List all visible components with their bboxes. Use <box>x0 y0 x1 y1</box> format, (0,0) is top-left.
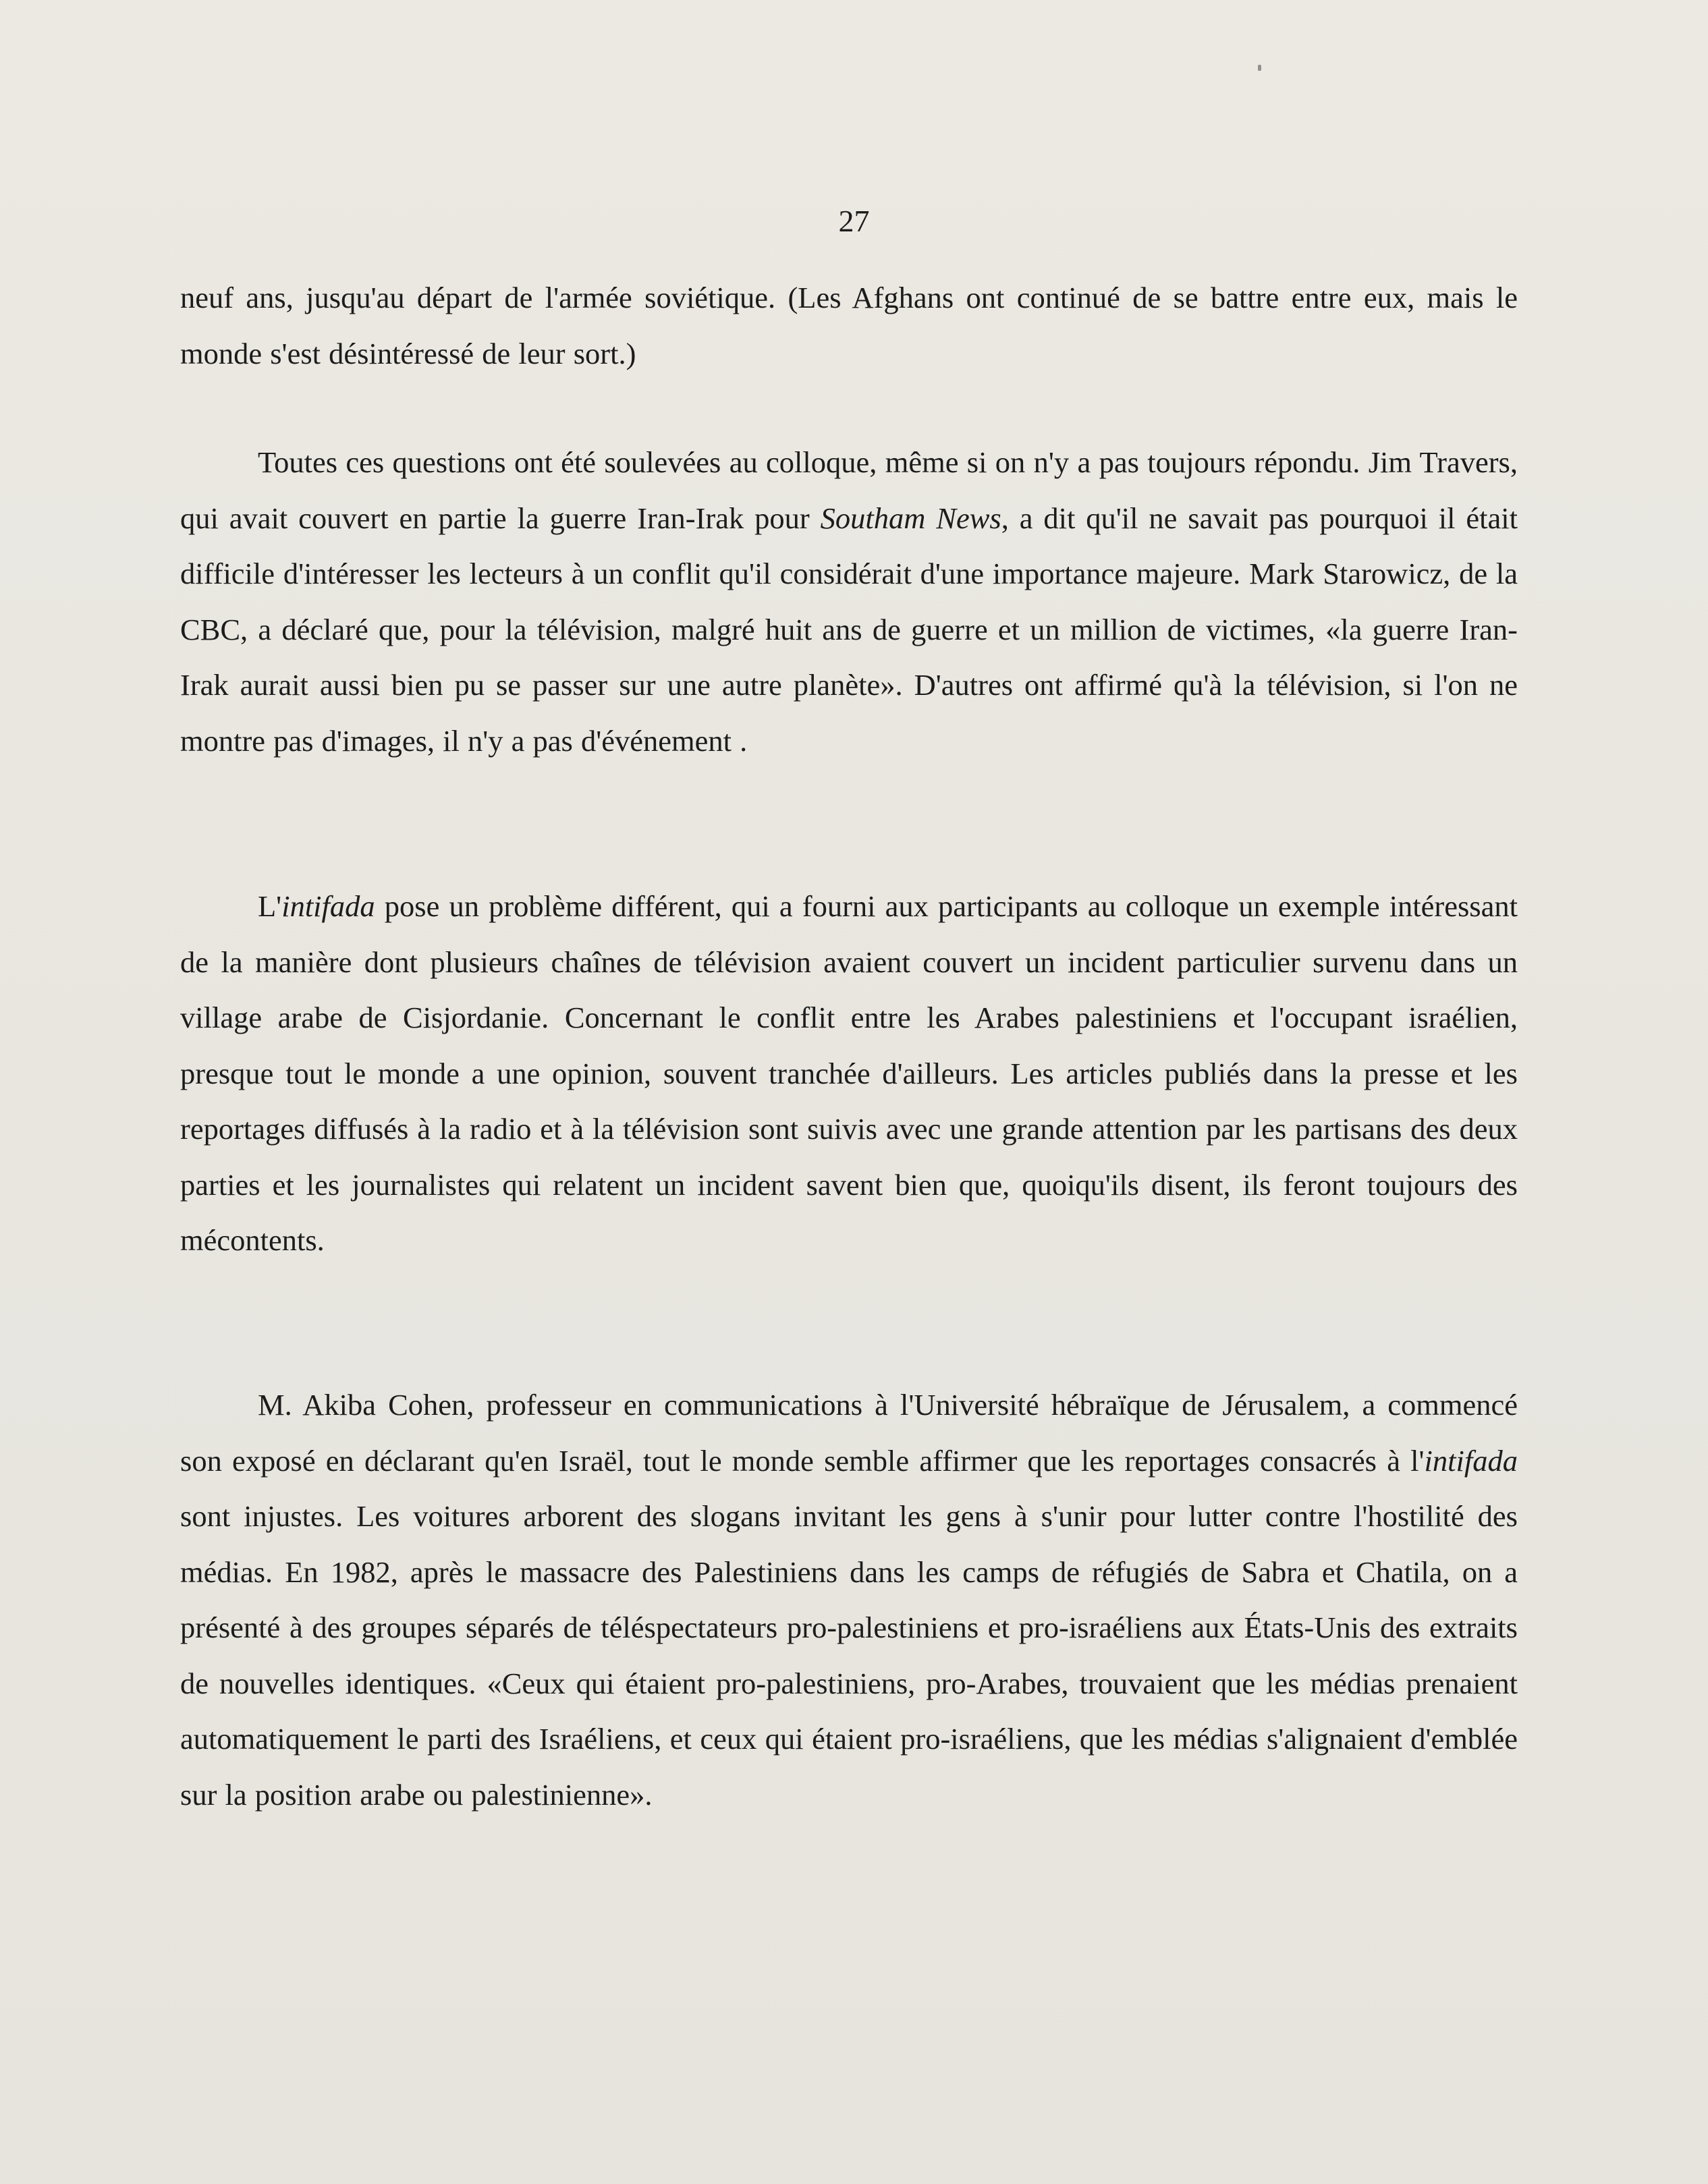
paragraph-4 <box>180 1377 1518 1822</box>
paragraph-4-text-start: M. Akiba Cohen, professeur en communications à l'Université hébraïque de Jérusalem, a commencé son exposé en déclarant qu'en Israël, tout le monde semble affirmer que les reportages consacrés à l' <box>180 1388 1518 1478</box>
paragraph-1-text: neuf ans, jusqu'au départ de l'armée soviétique. (Les Afghans ont continué de se battre entre eux, mais le monde s'est désintéressé de leur sort.) <box>180 281 1518 370</box>
paragraph-1 <box>180 270 1518 381</box>
paragraph-2-italic-publication: Southam News <box>820 501 1001 535</box>
paragraph-2 <box>180 435 1518 768</box>
paragraph-2-text-end: , a dit qu'il ne savait pas pourquoi il était difficile d'intéresser les lecteurs à un conflit qu'il considérait d'une importance majeure. Mark Starowicz, de la CBC, a déclaré que, pour la télévision, malgré huit ans de guerre et un million de victimes, «la guerre Iran-Irak aurait aussi bien pu se passer sur une autre planète». D'autres ont affirmé qu'à la télévision, si l'on ne montre pas d'images, il n'y a pas d'événement . <box>180 501 1518 758</box>
paragraph-3-italic-term: intifada <box>281 889 375 923</box>
paragraph-3-text-start: L' <box>258 889 282 923</box>
paragraph-4-italic-term: intifada <box>1424 1443 1518 1478</box>
paragraph-2-text-start: Toutes ces questions ont été soulevées au colloque, même si on n'y a pas toujours répondu. Jim Travers, qui avait couvert en partie la guerre Iran-Irak pour <box>180 445 1518 535</box>
paragraph-4-text-end: sont injustes. Les voitures arborent des slogans invitant les gens à s'unir pour lutter contre l'hostilité des médias. En 1982, après le massacre des Palestiniens dans les camps de réfugiés de Sabra et Chatila, on a présenté à des groupes séparés de téléspectateurs pro-palestiniens et pro-israéliens aux États-Unis des extraits de nouvelles identiques. «Ceux qui étaient pro-palestiniens, pro-Arabes, trouvaient que les médias prenaient automatiquement le parti des Israéliens, et ceux qui étaient pro-israéliens, que les médias s'alignaient d'emblée sur la position arabe ou palestinienne». <box>180 1499 1518 1812</box>
paper-speck <box>1258 65 1261 71</box>
paragraph-3-text-end: pose un problème différent, qui a fourni aux participants au colloque un exemple intéressant de la manière dont plusieurs chaînes de télévision avaient couvert un incident particulier survenu dans un village arabe de Cisjordanie. Concernant le conflit entre les Arabes palestiniens et l'occupant israélien, presque tout le monde a une opinion, souvent tranchée d'ailleurs. Les articles publiés dans la presse et les reportages diffusés à la radio et à la télévision sont suivis avec une grande attention par les partisans des deux parties et les journalistes qui relatent un incident savent bien que, quoiqu'ils disent, ils feront toujours des mécontents. <box>180 889 1518 1257</box>
paragraph-3 <box>180 878 1518 1268</box>
page-number: 27 <box>838 204 870 238</box>
